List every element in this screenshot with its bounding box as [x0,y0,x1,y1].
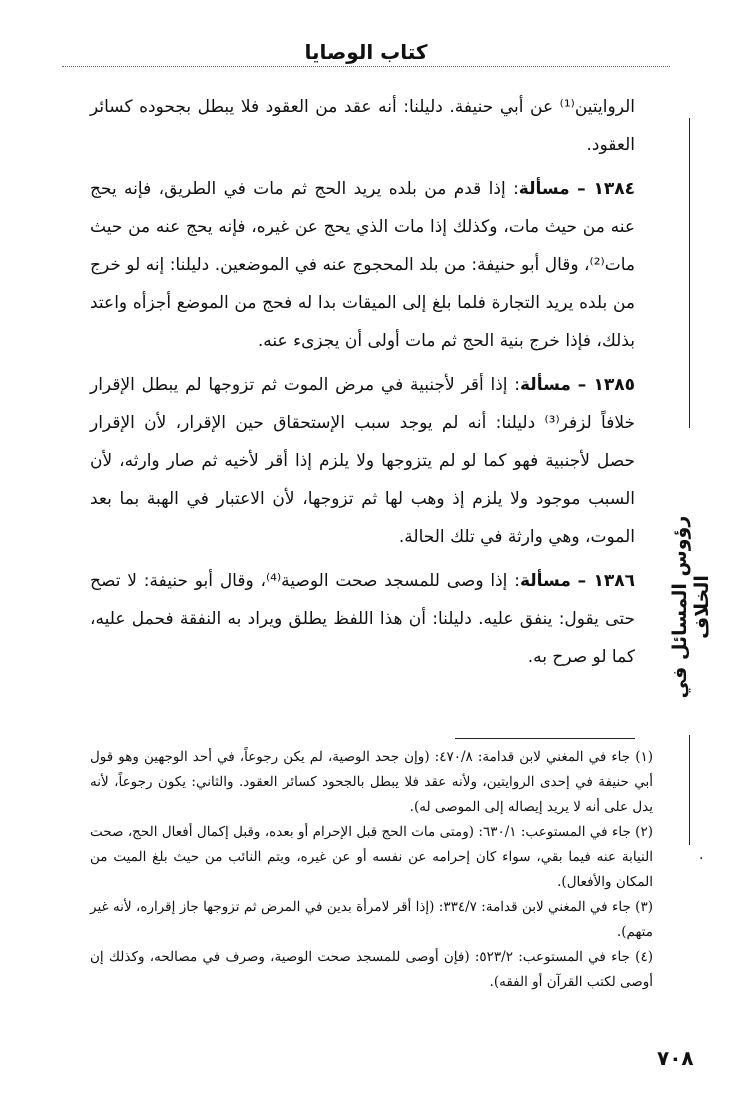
page-number: ٧٠٨ [657,1046,694,1070]
issue-1384 [90,170,635,360]
paragraph-continuation [90,88,635,164]
footnotes [90,745,653,995]
side-rule-top [689,118,690,428]
running-header [0,0,732,70]
side-rule-bottom [689,735,690,845]
paragraph-text: الروايتين⁽¹⁾ عن أبي حنيفة. دليلنا: أنه عقد من العقود فلا يبطل بجحوده كسائر العقود. [90,97,635,155]
issue-label: مسألة [518,179,570,199]
header-title: كتاب الوصايا [304,40,428,64]
margin-dot: . [699,847,704,863]
issue-1385 [90,366,635,556]
issue-1386 [90,562,635,676]
footnote-3: (٣) جاء في المغني لابن قدامة: ٣٣٤/٧: (إذا أقر لامرأة بدين في المرض ثم تزوجها جاز إقراره، لأنه غير متهم). [90,899,653,940]
footnote-4: (٤) جاء في المستوعب: ٥٢٣/٢: (فإن أوصى للمسجد صحت الوصية، وصرف في مصالحه، وكذلك إن أوصى لكتب القرآن أو الفقه). [90,949,653,990]
footnote-separator [455,738,635,739]
issue-number: ١٣٨٥ – [577,375,635,395]
paragraph-text: : إذا وصى للمسجد صحت الوصية⁽⁴⁾، وقال أبو حنيفة: لا تصح حتى يقول: ينفق عليه. دليلنا: أن هذا اللفظ يطلق ويراد به النفقة فحمل عليه، كما لو صرح به. [90,571,635,667]
header-rule [62,66,670,67]
paragraph-text: : إذا أقر لأجنبية في مرض الموت ثم تزوجها لم يبطل الإقرار خلافاً لزفر⁽³⁾ دليلنا: أنه لم يوجد سبب الإستحقاق حين الإقرار، لأن الإقرار حصل لأجنبية فهو كما لو لم يتزوجها ولا يلزم إذا أقر لأخيه ثم صار وارثه، لأن السبب موجود ولا يلزم إذ وهب لها ثم تزوجها، لأن الاعتبار في الهبة بما بعد الموت، وهي وارثة في تلك الحالة. [90,375,635,547]
issue-label: مسألة [519,571,571,591]
main-text [90,88,635,676]
paragraph-text: : إذا قدم من بلده يريد الحج ثم مات في الطريق، فإنه يحج عنه من حيث مات، وكذلك إذا مات الذي يحج عن غيره، فإنه يحج عنه من حيث مات⁽²⁾، وقال أبو حنيفة: من بلد المحجوج عنه في الموضعين. دليلنا: إنه لو خرج من بلده يريد التجارة فلما بلغ إلى الميقات بدا له فحج من الموضع أجزأه واعتد بذلك، فإذا خرج بنية الحج ثم مات أولى أن يجزىء عنه. [90,179,635,351]
issue-label: مسألة [520,375,571,395]
issue-number: ١٣٨٦ – [577,571,636,591]
issue-number: ١٣٨٤ – [577,179,636,199]
side-book-title: رؤوس المسائل في الخلاف [669,515,713,699]
footnote-2: (٢) جاء في المستوعب: ٦٣٠/١: (ومتى مات الحج قبل الإحرام أو بعده، وقبل إكمال أفعال الحج، صحت النيابة عنه فيما بقي، سواء كان إحرامه عن نفسه أو عن غيره، ويتم النائب من حيث بلغ الميت من المكان والأفعال). [90,824,653,890]
footnote-1: (١) جاء في المغني لابن قدامة: ٤٧٠/٨: (وإن جحد الوصية، لم يكن رجوعاً، في أحد الوجهين وهو قول أبي حنيفة في إحدى الروايتين، ولأنه عقد فلا يبطل بالجحود كسائر العقود. والثاني: يكون رجوعاً، لأنه يدل على أنه لا يريد إيصاله إلى الموصى له). [90,749,654,815]
